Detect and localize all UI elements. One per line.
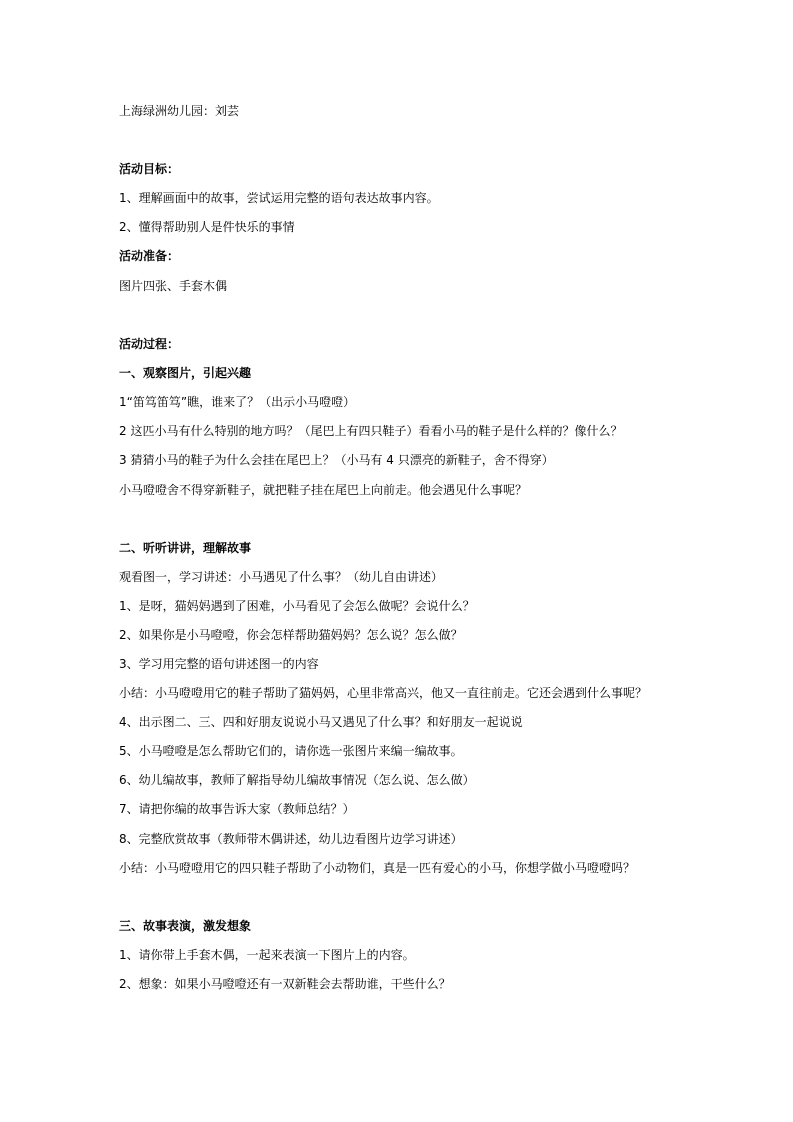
section3-heading: 三、故事表演，激发想象 <box>119 919 252 933</box>
section2-line: 3、学习用完整的语句讲述图一的内容 <box>119 657 319 671</box>
section1-line: 2 这匹小马有什么特别的地方吗？（尾巴上有四只鞋子）看看小马的鞋子是什么样的？像什么？ <box>119 424 623 438</box>
section1-heading: 一、观察图片，引起兴趣 <box>119 366 252 380</box>
section2-line: 7、请把你编的故事告诉大家（教师总结？） <box>119 802 355 816</box>
section2-summary: 小结：小马噔噔用它的鞋子帮助了猫妈妈，心里非常高兴，他又一直往前走。它还会遇到什么事呢？ <box>119 686 648 700</box>
section1-line: 3 猜猜小马的鞋子为什么会挂在尾巴上？（小马有 4 只漂亮的新鞋子，舍不得穿） <box>119 453 554 467</box>
author-line: 上海绿洲幼儿园：刘芸 <box>119 104 240 118</box>
goal-item: 2、懂得帮助别人是件快乐的事情 <box>119 220 295 234</box>
section1-line: 小马噔噔舍不得穿新鞋子，就把鞋子挂在尾巴上向前走。他会遇见什么事呢？ <box>119 483 528 497</box>
section2-line: 4、出示图二、三、四和好朋友说说小马又遇见了什么事？和好朋友一起说说 <box>119 715 523 729</box>
section2-heading: 二、听听讲讲，理解故事 <box>119 541 252 555</box>
prep-heading: 活动准备： <box>119 249 180 263</box>
process-heading: 活动过程： <box>119 337 180 351</box>
section2-line: 8、完整欣赏故事（教师带木偶讲述，幼儿边看图片边学习讲述） <box>119 832 463 846</box>
goal-item: 1、理解画面中的故事，尝试运用完整的语句表达故事内容。 <box>119 191 439 205</box>
section2-line: 2、如果你是小马噔噔，你会怎样帮助猫妈妈？怎么说？怎么做？ <box>119 628 463 642</box>
section3-line: 2、想象：如果小马噔噔还有一双新鞋会去帮助谁，干些什么？ <box>119 977 451 991</box>
section2-line: 5、小马噔噔是怎么帮助它们的，请你选一张图片来编一编故事。 <box>119 744 463 758</box>
section2-summary: 小结：小马噔噔用它的四只鞋子帮助了小动物们，真是一匹有爱心的小马，你想学做小马噔噔吗？ <box>119 861 636 875</box>
goals-heading: 活动目标： <box>119 162 180 176</box>
section2-line: 观看图一，学习讲述：小马遇见了什么事？（幼儿自由讲述） <box>119 570 444 584</box>
section2-line: 1、是呀，猫妈妈遇到了困难，小马看见了会怎么做呢？会说什么？ <box>119 599 475 613</box>
prep-text: 图片四张、手套木偶 <box>119 279 228 293</box>
section1-line: 1“笛笃笛笃”瞧，谁来了？（出示小马噔噔） <box>119 395 356 409</box>
section2-line: 6、幼儿编故事，教师了解指导幼儿编故事情况（怎么说、怎么做） <box>119 773 475 787</box>
section3-line: 1、请你带上手套木偶，一起来表演一下图片上的内容。 <box>119 948 415 962</box>
